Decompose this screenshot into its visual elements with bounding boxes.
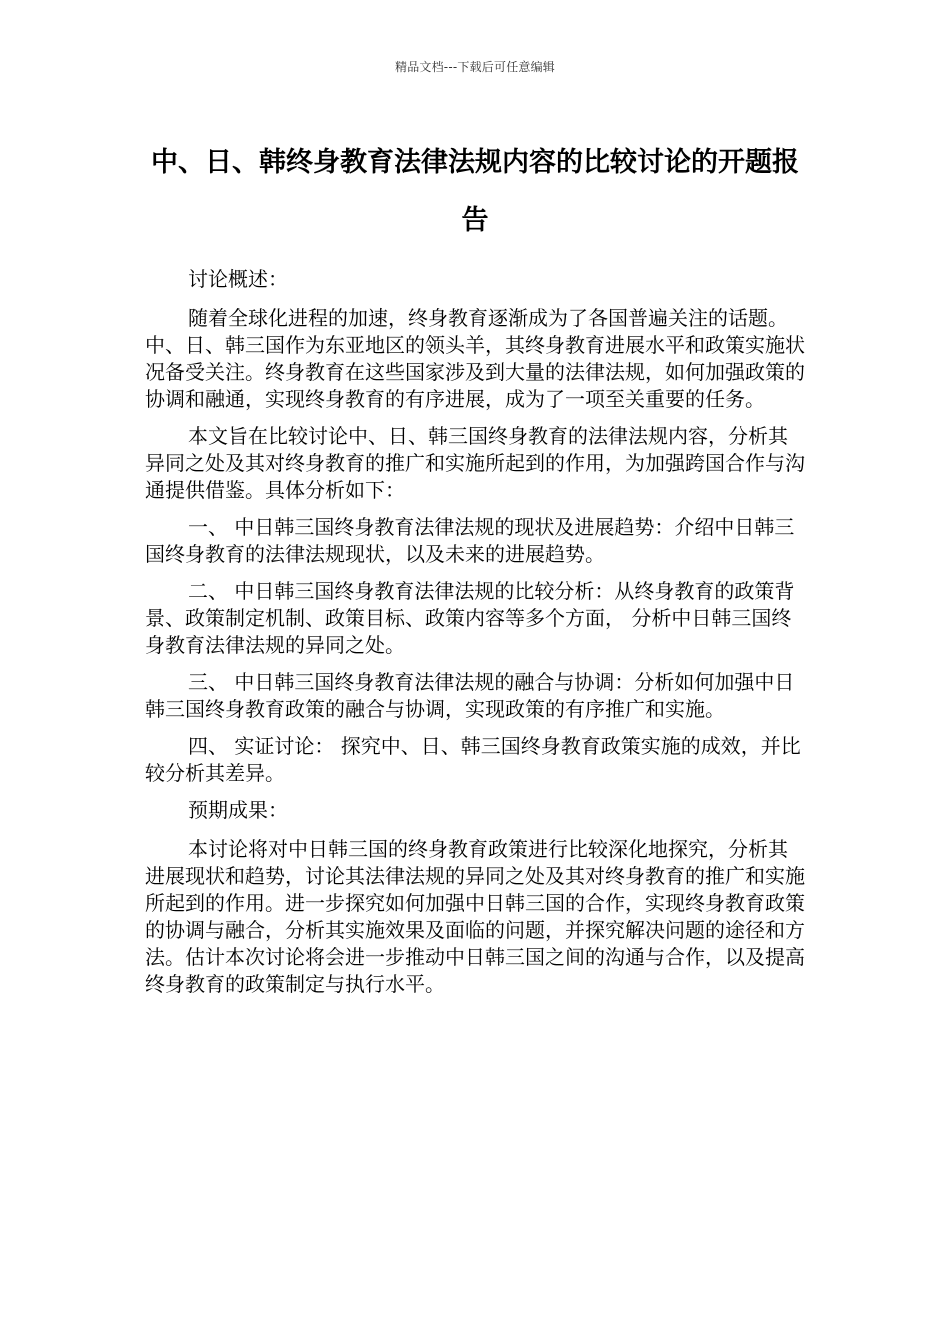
analysis-item-4: 四、 实证讨论： 探究中、日、韩三国终身教育政策实施的成效，并比较分析其差异。 — [145, 734, 801, 785]
analysis-item-2: 二、 中日韩三国终身教育法律法规的比较分析：从终身教育的政策背景、政策制定机制、政策目标、政策内容等多个方面， 分析中日韩三国终身教育法律法规的异同之处。 — [145, 579, 795, 657]
results-paragraph: 本讨论将对中日韩三国的终身教育政策进行比较深化地探究，分析其进展现状和趋势，讨论其法律法规的异同之处及其对终身教育的推广和实施所起到的作用。进一步探究如何加强中日韩三国的合作，实现终身教育政策的协调与融合，分析其实施效果及面临的问题，并探究解决问题的途径和方法。估计本次讨论将会进一步推动中日韩三国之间的沟通与合作，以及提高终身教育的政策制定与执行水平。 — [145, 837, 805, 996]
results-label: 预期成果： — [188, 798, 288, 822]
overview-label: 讨论概述： — [188, 267, 288, 291]
analysis-item-3: 三、 中日韩三国终身教育法律法规的融合与协调：分析如何加强中日韩三国终身教育政策的融合与协调，实现政策的有序推广和实施。 — [145, 670, 795, 721]
analysis-item-1: 一、 中日韩三国终身教育法律法规的现状及进展趋势：介绍中日韩三国终身教育的法律法规现状，以及未来的进展趋势。 — [145, 515, 795, 566]
overview-paragraph-2: 本文旨在比较讨论中、日、韩三国终身教育的法律法规内容，分析其异同之处及其对终身教育的推广和实施所起到的作用，为加强跨国合作与沟通提供借鉴。具体分析如下： — [145, 424, 805, 502]
document-body — [145, 266, 805, 1008]
header-note: 精品文档---下载后可任意编辑 — [395, 60, 555, 74]
document-title: 中、日、韩终身教育法律法规内容的比较讨论的开题报告 — [151, 147, 799, 236]
overview-paragraph-1: 随着全球化进程的加速，终身教育逐渐成为了各国普遍关注的话题。中、日、韩三国作为东亚地区的领头羊，其终身教育进展水平和政策实施状况备受关注。终身教育在这些国家涉及到大量的法律法规，如何加强政策的协调和融通，实现终身教育的有序进展，成为了一项至关重要的任务。 — [145, 306, 805, 411]
